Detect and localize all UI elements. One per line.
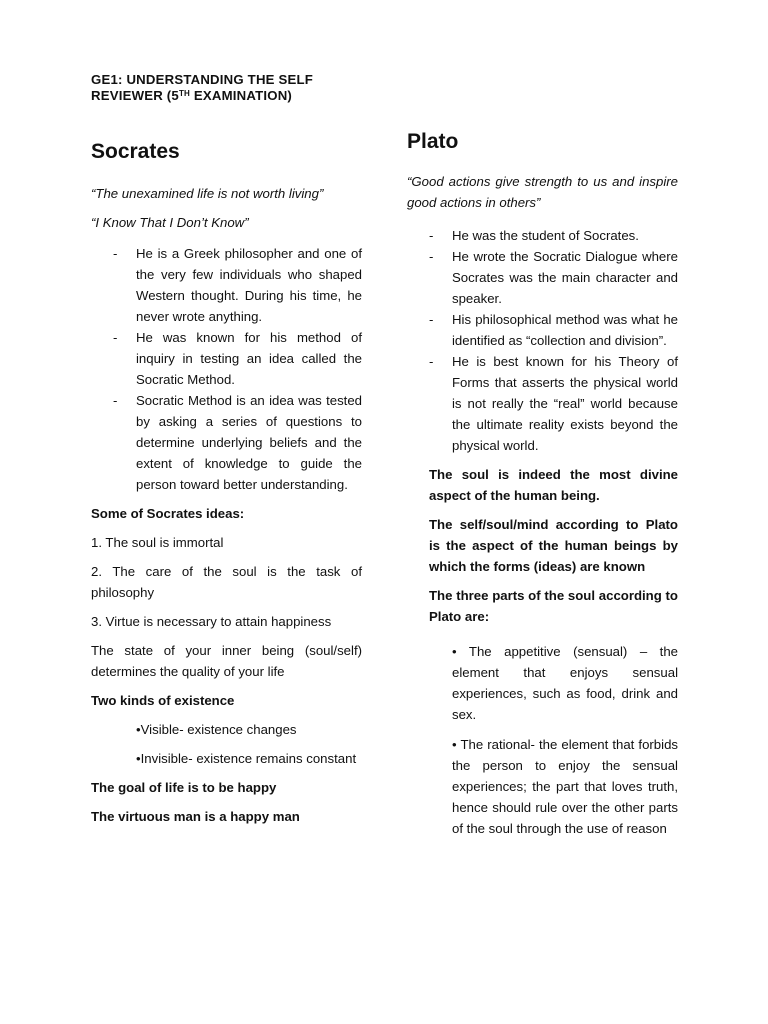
socrates-ideas-heading: Some of Socrates ideas: (91, 506, 245, 521)
socrates-quote-2: “I Know That I Don’t Know” (91, 215, 249, 230)
self-soul-mind-text: The self/soul/mind according to Plato is the aspect of the human beings by which the forms (ideas) are known (429, 517, 678, 574)
document-heading (91, 72, 362, 103)
virtuous-man-text: The virtuous man is a happy man (91, 809, 300, 824)
socrates-idea: 3. Virtue is necessary to attain happiness (91, 614, 332, 629)
heading-line-2 (91, 88, 362, 104)
plato-point: - He is best known for his Theory of Forms that asserts the physical world is not really the “real” world because the ultimate reality exists beyond the physical world. (407, 351, 678, 456)
socrates-title: Socrates (91, 140, 180, 163)
three-parts-heading: The three parts of the soul according to Plato are: (429, 588, 678, 624)
plato-quote: “Good actions give strength to us and inspire good actions in others” (407, 174, 678, 210)
socrates-idea: 1. The soul is immortal (91, 535, 224, 550)
goal-of-life-text: The goal of life is to be happy (91, 780, 277, 795)
plato-points (407, 225, 678, 456)
existence-item: •Invisible- existence remains constant (136, 751, 357, 766)
existence-heading: Two kinds of existence (91, 693, 235, 708)
socrates-point: - He is a Greek philosopher and one of the very few individuals who shaped Western thought. During his time, he never wrote anything. (91, 243, 362, 327)
plato-point: - His philosophical method was what he identified as “collection and division”. (407, 309, 678, 351)
heading-line-2-suffix: EXAMINATION) (190, 87, 293, 103)
plato-title: Plato (407, 130, 459, 153)
socrates-column (91, 138, 362, 835)
socrates-points (91, 243, 362, 495)
existence-item: •Visible- existence changes (136, 722, 297, 737)
socrates-idea: 2. The care of the soul is the task of philosophy (91, 564, 362, 600)
socrates-point: - Socratic Method is an idea was tested by asking a series of questions to determine underlying beliefs and the extent of knowledge to guide the person toward better understanding. (91, 390, 362, 495)
plato-point: - He was the student of Socrates. (407, 225, 678, 246)
heading-line-1: GE1: UNDERSTANDING THE SELF (91, 72, 314, 87)
heading-superscript: TH (178, 88, 191, 98)
soul-part-item: • The rational- the element that forbids the person to enjoy the sensual experiences; the part that loves truth, hence should rule over the other parts of the soul through the use of reason (452, 737, 678, 836)
socrates-point: - He was known for his method of inquiry in testing an idea called the Socratic Method. (91, 327, 362, 390)
socrates-quote-1: “The unexamined life is not worth living” (91, 186, 324, 201)
plato-point: - He wrote the Socratic Dialogue where Socrates was the main character and speaker. (407, 246, 678, 309)
inner-being-text: The state of your inner being (soul/self) determines the quality of your life (91, 643, 362, 679)
soul-part-item: • The appetitive (sensual) – the element that enjoys sensual experiences, such as food, drink and sex. (452, 644, 678, 722)
plato-column (407, 128, 678, 848)
soul-divine-text: The soul is indeed the most divine aspect of the human being. (429, 467, 678, 503)
heading-line-2-prefix: REVIEWER (5 (91, 87, 179, 103)
